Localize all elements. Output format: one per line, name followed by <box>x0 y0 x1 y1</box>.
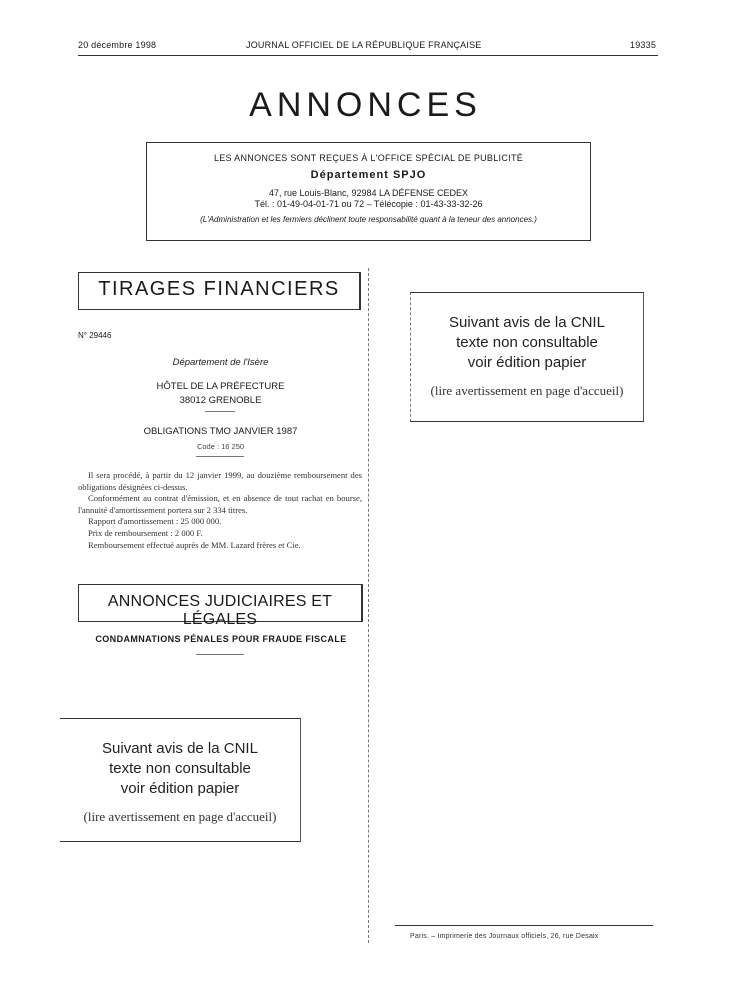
issue-date: 20 décembre 1998 <box>78 40 157 50</box>
separator-rule <box>196 456 244 457</box>
judiciaires-subheading: CONDAMNATIONS PÉNALES POUR FRAUDE FISCALE <box>95 634 347 644</box>
tirages-paragraph: Rapport d'amortissement : 25 000 000. <box>88 516 222 527</box>
judiciaires-heading-box <box>78 584 363 628</box>
tirages-paragraph: Conformément au contrat d'émission, et en absence de tout rachat en bourse, l'annuité d'amortissement portera sur 2 334 titres. <box>78 493 362 515</box>
cnil-line3: voir édition papier <box>120 780 240 797</box>
cnil-line1: Suivant avis de la CNIL <box>449 314 605 331</box>
column-separator <box>368 268 369 943</box>
spjo-address: 47, rue Louis-Blanc, 92984 LA DÉFENSE CEDEX <box>268 188 469 198</box>
footer-rule <box>395 925 653 926</box>
journal-name: JOURNAL OFFICIEL DE LA RÉPUBLIQUE FRANÇAISE <box>246 40 482 50</box>
cnil-notice-box <box>60 718 301 842</box>
cnil-notice-box <box>410 292 644 422</box>
tirages-hotel: HÔTEL DE LA PRÉFECTURE <box>156 381 285 392</box>
announcement-number: N° 29446 <box>78 331 112 340</box>
page-title: ANNONCES <box>249 86 482 124</box>
printer-imprint: Paris. – Imprimerie des Journaux officiels, 26, rue Desaix <box>410 933 599 940</box>
tirages-heading: TIRAGES FINANCIERS <box>98 278 340 300</box>
cnil-line1: Suivant avis de la CNIL <box>102 740 258 757</box>
tirages-body <box>78 470 362 551</box>
cnil-line2: texte non consultable <box>109 760 251 777</box>
cnil-note: (lire avertissement en page d'accueil) <box>83 809 277 824</box>
tirages-paragraph: Il sera procédé, à partir du 12 janvier 1999, au douzième remboursement des obligations désignées ci-dessus. <box>78 470 362 492</box>
tirages-paragraph: Prix de remboursement : 2 000 F. <box>88 527 203 538</box>
bond-title: OBLIGATIONS TMO JANVIER 1987 <box>143 426 298 437</box>
spjo-department: Département SPJO <box>310 169 427 181</box>
tirages-city: 38012 GRENOBLE <box>179 395 262 406</box>
spjo-line1: LES ANNONCES SONT REÇUES À L'OFFICE SPÉCIAL DE PUBLICITÉ <box>213 153 524 163</box>
page-number: 19335 <box>630 40 657 50</box>
bond-code: Code : 16 250 <box>196 442 245 451</box>
tirages-department: Département de l'Isère <box>172 357 269 368</box>
cnil-note: (lire avertissement en page d'accueil) <box>430 383 624 398</box>
spjo-disclaimer: (L'Administration et les fermiers déclinent toute responsabilité quant à la teneur des annonces.) <box>200 215 537 224</box>
spjo-phones: Tél. : 01-49-04-01-71 ou 72 – Télécopie : 01-43-33-32-26 <box>254 199 483 209</box>
cnil-line2: texte non consultable <box>456 334 598 351</box>
spjo-box <box>146 142 591 241</box>
cnil-line3: voir édition papier <box>467 354 587 371</box>
header-rule <box>78 55 658 56</box>
judiciaires-heading: ANNONCES JUDICIAIRES ET LÉGALES <box>107 593 333 628</box>
separator-rule <box>196 654 244 655</box>
separator-rule <box>205 411 235 412</box>
tirages-heading-box <box>78 272 361 310</box>
tirages-paragraph: Remboursement effectué auprès de MM. Lazard frères et Cie. <box>88 539 301 550</box>
